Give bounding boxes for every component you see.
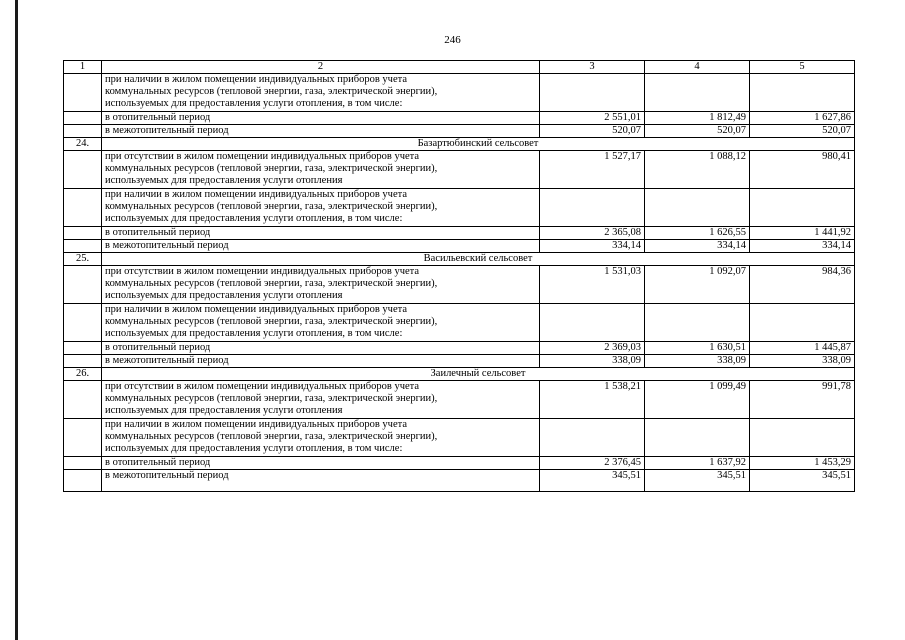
- table-header-row: [64, 61, 855, 74]
- description-line: коммунальных ресурсов (тепловой энергии, газа, электрической энергии),: [105, 86, 438, 97]
- row-number: [64, 342, 102, 355]
- section-number: 25.: [64, 253, 102, 266]
- value-col3: 1 531,03: [540, 266, 645, 304]
- scan-edge: [15, 0, 18, 640]
- section-number: 24.: [64, 138, 102, 151]
- value-col4: 334,14: [645, 240, 750, 253]
- row-description: [102, 419, 540, 457]
- page-number: 246: [444, 34, 461, 46]
- description-line: при наличии в жилом помещении индивидуальных приборов учета: [105, 74, 407, 85]
- row-description: [102, 240, 540, 253]
- description-line: в отопительный период: [105, 457, 211, 468]
- section-row: [64, 368, 855, 381]
- row-number: [64, 227, 102, 240]
- header-cell: 2: [102, 61, 540, 74]
- value-col5: 345,51: [750, 470, 855, 492]
- value-col5: 334,14: [750, 240, 855, 253]
- value-col5: 1 453,29: [750, 457, 855, 470]
- table-row: [64, 419, 855, 457]
- row-description: [102, 189, 540, 227]
- table-row: [64, 266, 855, 304]
- description-line: в межотопительный период: [105, 355, 229, 366]
- table-row: [64, 227, 855, 240]
- row-description: [102, 227, 540, 240]
- table-row: [64, 304, 855, 342]
- description-line: в межотопительный период: [105, 240, 229, 251]
- header-cell: 3: [540, 61, 645, 74]
- table-row: [64, 189, 855, 227]
- row-number: [64, 112, 102, 125]
- table-row: [64, 151, 855, 189]
- value-col3: 2 365,08: [540, 227, 645, 240]
- description-line: при наличии в жилом помещении индивидуальных приборов учета: [105, 304, 407, 315]
- value-col4: [645, 74, 750, 112]
- value-col4: 1 637,92: [645, 457, 750, 470]
- row-description: [102, 381, 540, 419]
- header-cell: 5: [750, 61, 855, 74]
- table-row: [64, 355, 855, 368]
- description-line: в отопительный период: [105, 342, 211, 353]
- value-col3: 338,09: [540, 355, 645, 368]
- row-description: [102, 355, 540, 368]
- value-col3: 2 369,03: [540, 342, 645, 355]
- value-col3: [540, 419, 645, 457]
- header-cell: 4: [645, 61, 750, 74]
- value-col5: 1 627,86: [750, 112, 855, 125]
- value-col5: 520,07: [750, 125, 855, 138]
- row-description: [102, 304, 540, 342]
- value-col5: 980,41: [750, 151, 855, 189]
- description-line: используемых для предоставления услуги отопления, в том числе:: [105, 443, 403, 454]
- table-row: [64, 125, 855, 138]
- value-col3: 2 551,01: [540, 112, 645, 125]
- description-line: в отопительный период: [105, 112, 211, 123]
- value-col4: [645, 419, 750, 457]
- description-line: коммунальных ресурсов (тепловой энергии, газа, электрической энергии),: [105, 316, 438, 327]
- row-number: [64, 74, 102, 112]
- value-col5: 984,36: [750, 266, 855, 304]
- value-col4: 1 812,49: [645, 112, 750, 125]
- description-line: коммунальных ресурсов (тепловой энергии, газа, электрической энергии),: [105, 278, 438, 289]
- table-row: [64, 240, 855, 253]
- description-line: используемых для предоставления услуги отопления, в том числе:: [105, 98, 403, 109]
- table-row: [64, 457, 855, 470]
- value-col3: [540, 189, 645, 227]
- value-col5: 1 441,92: [750, 227, 855, 240]
- value-col5: [750, 189, 855, 227]
- value-col4: 520,07: [645, 125, 750, 138]
- section-row: [64, 253, 855, 266]
- row-description: [102, 112, 540, 125]
- table-row: [64, 342, 855, 355]
- value-col3: [540, 74, 645, 112]
- table-row: [64, 74, 855, 112]
- section-row: [64, 138, 855, 151]
- row-number: [64, 266, 102, 304]
- row-description: [102, 125, 540, 138]
- row-number: [64, 381, 102, 419]
- row-description: [102, 470, 540, 492]
- description-line: коммунальных ресурсов (тепловой энергии, газа, электрической энергии),: [105, 163, 438, 174]
- description-line: при отсутствии в жилом помещении индивидуальных приборов учета: [105, 266, 420, 277]
- value-col4: 1 099,49: [645, 381, 750, 419]
- description-line: в межотопительный период: [105, 470, 229, 481]
- value-col4: 1 088,12: [645, 151, 750, 189]
- description-line: при наличии в жилом помещении индивидуальных приборов учета: [105, 419, 407, 430]
- description-line: при наличии в жилом помещении индивидуальных приборов учета: [105, 189, 407, 200]
- description-line: при отсутствии в жилом помещении индивидуальных приборов учета: [105, 381, 420, 392]
- section-title: Базартюбинский сельсовет: [102, 138, 855, 151]
- value-col4: 338,09: [645, 355, 750, 368]
- row-description: [102, 266, 540, 304]
- row-description: [102, 457, 540, 470]
- description-line: при отсутствии в жилом помещении индивидуальных приборов учета: [105, 151, 420, 162]
- value-col4: [645, 189, 750, 227]
- header-cell: 1: [64, 61, 102, 74]
- value-col4: 345,51: [645, 470, 750, 492]
- section-title: Васильевский сельсовет: [102, 253, 855, 266]
- value-col5: 1 445,87: [750, 342, 855, 355]
- value-col4: 1 626,55: [645, 227, 750, 240]
- value-col3: 334,14: [540, 240, 645, 253]
- table-row: [64, 470, 855, 492]
- value-col4: 1 630,51: [645, 342, 750, 355]
- row-number: [64, 151, 102, 189]
- description-line: используемых для предоставления услуги отопления, в том числе:: [105, 328, 403, 339]
- row-description: [102, 342, 540, 355]
- value-col3: 520,07: [540, 125, 645, 138]
- table-row: [64, 112, 855, 125]
- row-number: [64, 125, 102, 138]
- description-line: в отопительный период: [105, 227, 211, 238]
- value-col3: 1 527,17: [540, 151, 645, 189]
- description-line: коммунальных ресурсов (тепловой энергии, газа, электрической энергии),: [105, 201, 438, 212]
- row-number: [64, 189, 102, 227]
- table-row: [64, 381, 855, 419]
- value-col5: 991,78: [750, 381, 855, 419]
- value-col4: 1 092,07: [645, 266, 750, 304]
- description-line: коммунальных ресурсов (тепловой энергии, газа, электрической энергии),: [105, 393, 438, 404]
- value-col3: 345,51: [540, 470, 645, 492]
- value-col3: 2 376,45: [540, 457, 645, 470]
- row-description: [102, 74, 540, 112]
- row-number: [64, 470, 102, 492]
- value-col5: 338,09: [750, 355, 855, 368]
- section-number: 26.: [64, 368, 102, 381]
- row-number: [64, 419, 102, 457]
- value-col5: [750, 74, 855, 112]
- description-line: в межотопительный период: [105, 125, 229, 136]
- row-number: [64, 457, 102, 470]
- row-number: [64, 304, 102, 342]
- value-col3: [540, 304, 645, 342]
- row-number: [64, 240, 102, 253]
- description-line: коммунальных ресурсов (тепловой энергии, газа, электрической энергии),: [105, 431, 438, 442]
- value-col3: 1 538,21: [540, 381, 645, 419]
- description-line: используемых для предоставления услуги отопления: [105, 290, 343, 301]
- description-line: используемых для предоставления услуги отопления: [105, 175, 343, 186]
- description-line: используемых для предоставления услуги отопления, в том числе:: [105, 213, 403, 224]
- value-col5: [750, 304, 855, 342]
- section-title: Заилечный сельсовет: [102, 368, 855, 381]
- row-description: [102, 151, 540, 189]
- row-number: [64, 355, 102, 368]
- value-col5: [750, 419, 855, 457]
- tariff-table: [63, 60, 855, 492]
- description-line: используемых для предоставления услуги отопления: [105, 405, 343, 416]
- value-col4: [645, 304, 750, 342]
